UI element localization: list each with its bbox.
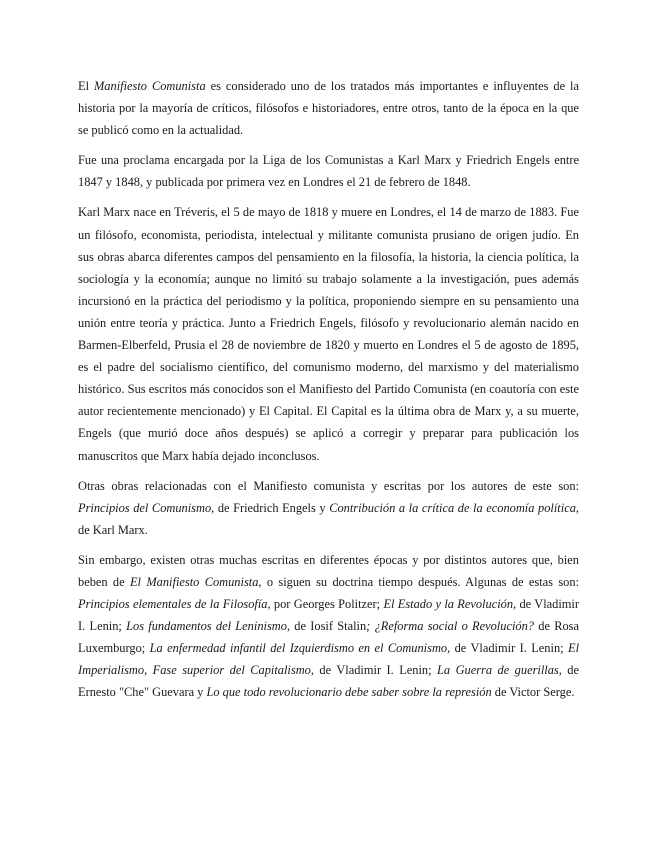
italic-title-run: La enfermedad infantil del Izquierdismo en el Comunismo: [149, 641, 448, 656]
text-run: , de Karl Marx.: [78, 500, 579, 537]
text-run: , de Vladimir I. Lenin;: [310, 663, 438, 678]
text-run: Karl Marx nace en Tréveris, el 5 de mayo de 1818 y muere en Londres, el 14 de marzo de 1883. Fue un filósofo, economista, periodista, intelectual y militante comunista prusiano de origen judío. En sus obras abarca diferentes campos del pensamiento en la filosofía, la historia, la ciencia política, la sociología y la economía; aunque no limitó su trabajo solamente a la investigación, pues además incursionó en la práctica del periodismo y la política, proponiendo siempre en su pensamiento una unión entre teoría y práctica. Junto a Friedrich Engels, filósofo y revolucionario alemán nacido en Barmen-Elberfeld, Prusia el 28 de noviembre de 1820 y muerto en Londres el 5 de agosto de 1895, es el padre del socialismo científico, del comunismo moderno, del marxismo y del materialismo histórico. Sus escritos más conocidos son el Manifiesto del Partido Comunista (en coautoría con este autor recientemente mencionado) y El Capital. El Capital es la última obra de Marx y, a su muerte, Engels (que murió doce años después) se aplicó a corregir y preparar para publicación los manuscritos que Marx había dejado inconclusos.: [78, 205, 579, 463]
text-run: Sin embargo, existen otras muchas escritas en diferentes épocas y por distintos autores que, bien beben de: [78, 552, 579, 589]
text-run: de Victor Serge.: [491, 685, 575, 700]
text-run: o siguen su doctrina tiempo después. Algunas de estas son:: [261, 574, 579, 589]
text-run: , de Ernesto "Che" Guevara y: [78, 663, 580, 700]
text-run: , de Iosif Stalin: [286, 619, 367, 634]
text-run: El: [78, 79, 94, 93]
text-run: Otras obras relacionadas con el Manifiesto comunista y escritas por los autores de este son:: [78, 478, 579, 493]
text-run: , de Vladimir I. Lenin;: [447, 641, 568, 656]
italic-title-run: Principios del Comunismo,: [78, 500, 215, 515]
italic-title-run: El Imperialismo, Fase superior del Capitalismo: [78, 641, 580, 678]
text-run: de Rosa Luxemburgo;: [78, 619, 580, 656]
text-run: , de Vladimir I. Lenin;: [78, 597, 579, 634]
italic-title-run: Los fundamentos del Leninismo: [126, 619, 287, 634]
text-run: de Friedrich Engels y: [214, 500, 330, 515]
text-run: es considerado uno de los tratados más importantes e influyentes de la historia por la mayoría de críticos, filósofos e historiadores, entre otros, tanto de la época en la que se publicó como en la actualidad.: [78, 79, 579, 138]
text-run: Fue una proclama encargada por la Liga de los Comunistas a Karl Marx y Friedrich Engels entre 1847 y 1848, y publicada por primera vez en Londres el 21 de febrero de 1848.: [78, 153, 579, 190]
italic-title-run: El Manifiesto Comunista,: [129, 574, 262, 589]
italic-title-run: Principios elementales de la Filosofía: [78, 597, 268, 612]
paragraph-marx-biography: [78, 201, 579, 466]
italic-title-run: El Estado y la Revolución: [383, 597, 514, 612]
paragraph-origin: [78, 149, 579, 193]
italic-title-run: Lo que todo revolucionario debe saber sobre la represión: [206, 685, 492, 700]
text-run: , por Georges Politzer;: [267, 597, 384, 612]
italic-title-run: La Guerra de guerillas: [437, 663, 559, 678]
italic-title-run: ; ¿Reforma social o Revolución?: [366, 619, 534, 634]
paragraph-other-works: [78, 549, 579, 704]
paragraph-related-works: [78, 475, 579, 541]
italic-title-run: Manifiesto Comunista: [93, 79, 206, 93]
paragraph-intro: [78, 75, 579, 141]
italic-title-run: Contribución a la crítica de la economía política: [329, 500, 576, 515]
